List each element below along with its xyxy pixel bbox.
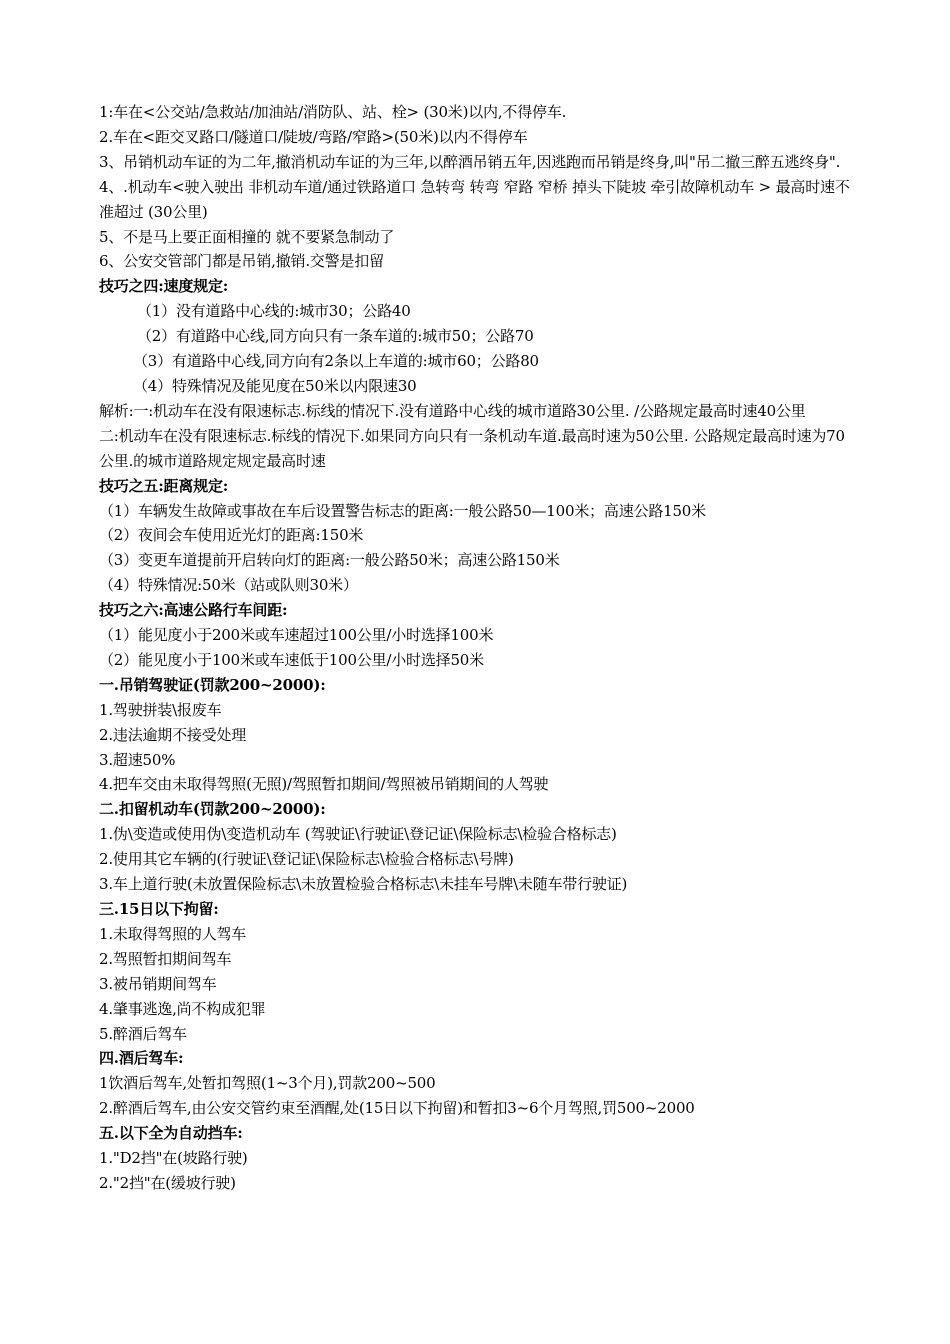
text-line: （4）特殊情况:50米（站或队则30米） [99,576,358,595]
text-line: 2.醉酒后驾车,由公安交管约束至酒醒,处(15日以下拘留)和暂扣3~6个月驾照,罚500~2000 [99,1099,695,1118]
text-line: （2）有道路中心线,同方向只有一条车道的:城市50；公路70 [137,327,534,346]
text-line: 4、.机动车<驶入驶出 非机动车道/通过铁路道口 急转弯 转弯 窄路 窄桥 掉头下陡坡 牵引故障机动车 > 最高时速不准超过 (30公里) [99,177,850,221]
text-line: 3、吊销机动车证的为二年,撤消机动车证的为三年,以醉酒吊销五年,因逃跑而吊销是终身,叫"吊二撤三醉五逃终身". [99,152,841,171]
text-line: 1."D2挡"在(坡路行驶) [99,1149,248,1168]
text-line: 2.车在<距交叉路口/隧道口/陡坡/弯路/窄路>(50米)以内不得停车 [99,127,528,146]
section-heading: 技巧之四:速度规定: [99,277,229,296]
text-line: （2）能见度小于100米或车速低于100公里/小时选择50米 [99,650,484,669]
section-heading: 三.15日以下拘留: [99,900,219,918]
text-line: 2.违法逾期不接受处理 [99,725,247,744]
section-heading: 五.以下全为自动挡车: [99,1124,243,1143]
text-line: 5、不是马上要正面相撞的 就不要紧急制动了 [99,227,395,246]
section-heading: 技巧之六:高速公路行车间距: [99,601,288,620]
section-heading: 二.扣留机动车(罚款200~2000): [99,800,326,819]
text-line: （1）能见度小于200米或车速超过100公里/小时选择100米 [99,626,494,645]
text-line: 1饮酒后驾车,处暂扣驾照(1~3个月),罚款200~500 [99,1074,436,1093]
section-heading: 一.吊销驾驶证(罚款200~2000): [99,675,326,694]
text-line: （2）夜间会车使用近光灯的距离:150米 [99,526,364,545]
text-line: （3）有道路中心线,同方向有2条以上车道的:城市60；公路80 [133,352,539,371]
text-line: 解析:一:机动车在没有限速标志.标线的情况下.没有道路中心线的城市道路30公里. /公路规定最高时速40公里 [99,401,806,420]
section-heading: 技巧之五:距离规定: [99,476,229,495]
text-line: 2."2挡"在(缓坡行驶) [99,1173,236,1192]
section-heading: 四.酒后驾车: [99,1049,184,1068]
text-line: 3.超速50% [99,750,176,769]
text-line: （4）特殊情况及能见度在50米以内限速30 [133,376,417,395]
text-line: 6、公安交管部门都是吊销,撤销.交警是扣留 [99,252,384,271]
text-line: 5.醉酒后驾车 [99,1024,187,1043]
text-line: 4.肇事逃逸,尚不构成犯罪 [99,999,266,1018]
text-line: 3.车上道行驶(未放置保险标志\未放置检验合格标志\未挂车号牌\未随车带行驶证) [99,875,628,894]
text-line: 1.未取得驾照的人驾车 [99,924,247,943]
text-line: 2.驾照暂扣期间驾车 [99,949,232,968]
text-line: 2.使用其它车辆的(行驶证\登记证\保险标志\检验合格标志\号牌) [99,850,514,869]
text-line: 1.驾驶拼装\报废车 [99,700,222,719]
document-body [99,100,855,1196]
text-line: （1）车辆发生故障或事故在车后设置警告标志的距离:一般公路50—100米；高速公路150米 [99,501,706,520]
text-line: （1）没有道路中心线的:城市30；公路40 [137,302,411,321]
text-line: 1:车在<公交站/急救站/加油站/消防队、站、栓> (30米)以内,不得停车. [99,103,567,121]
text-line: 1.伪\变造或使用伪\变造机动车 (驾驶证\行驶证\登记证\保险标志\检验合格标志) [99,825,617,844]
text-line: 4.把车交由未取得驾照(无照)/驾照暂扣期间/驾照被吊销期间的人驾驶 [99,775,549,794]
text-line: （3）变更车道提前开启转向灯的距离:一般公路50米；高速公路150米 [99,551,560,570]
text-line: 3.被吊销期间驾车 [99,974,217,993]
text-line: 二:机动车在没有限速标志.标线的情况下.如果同方向只有一条机动车道.最高时速为50公里. 公路规定最高时速为70公里.的城市道路规定规定最高时速 [99,426,845,470]
